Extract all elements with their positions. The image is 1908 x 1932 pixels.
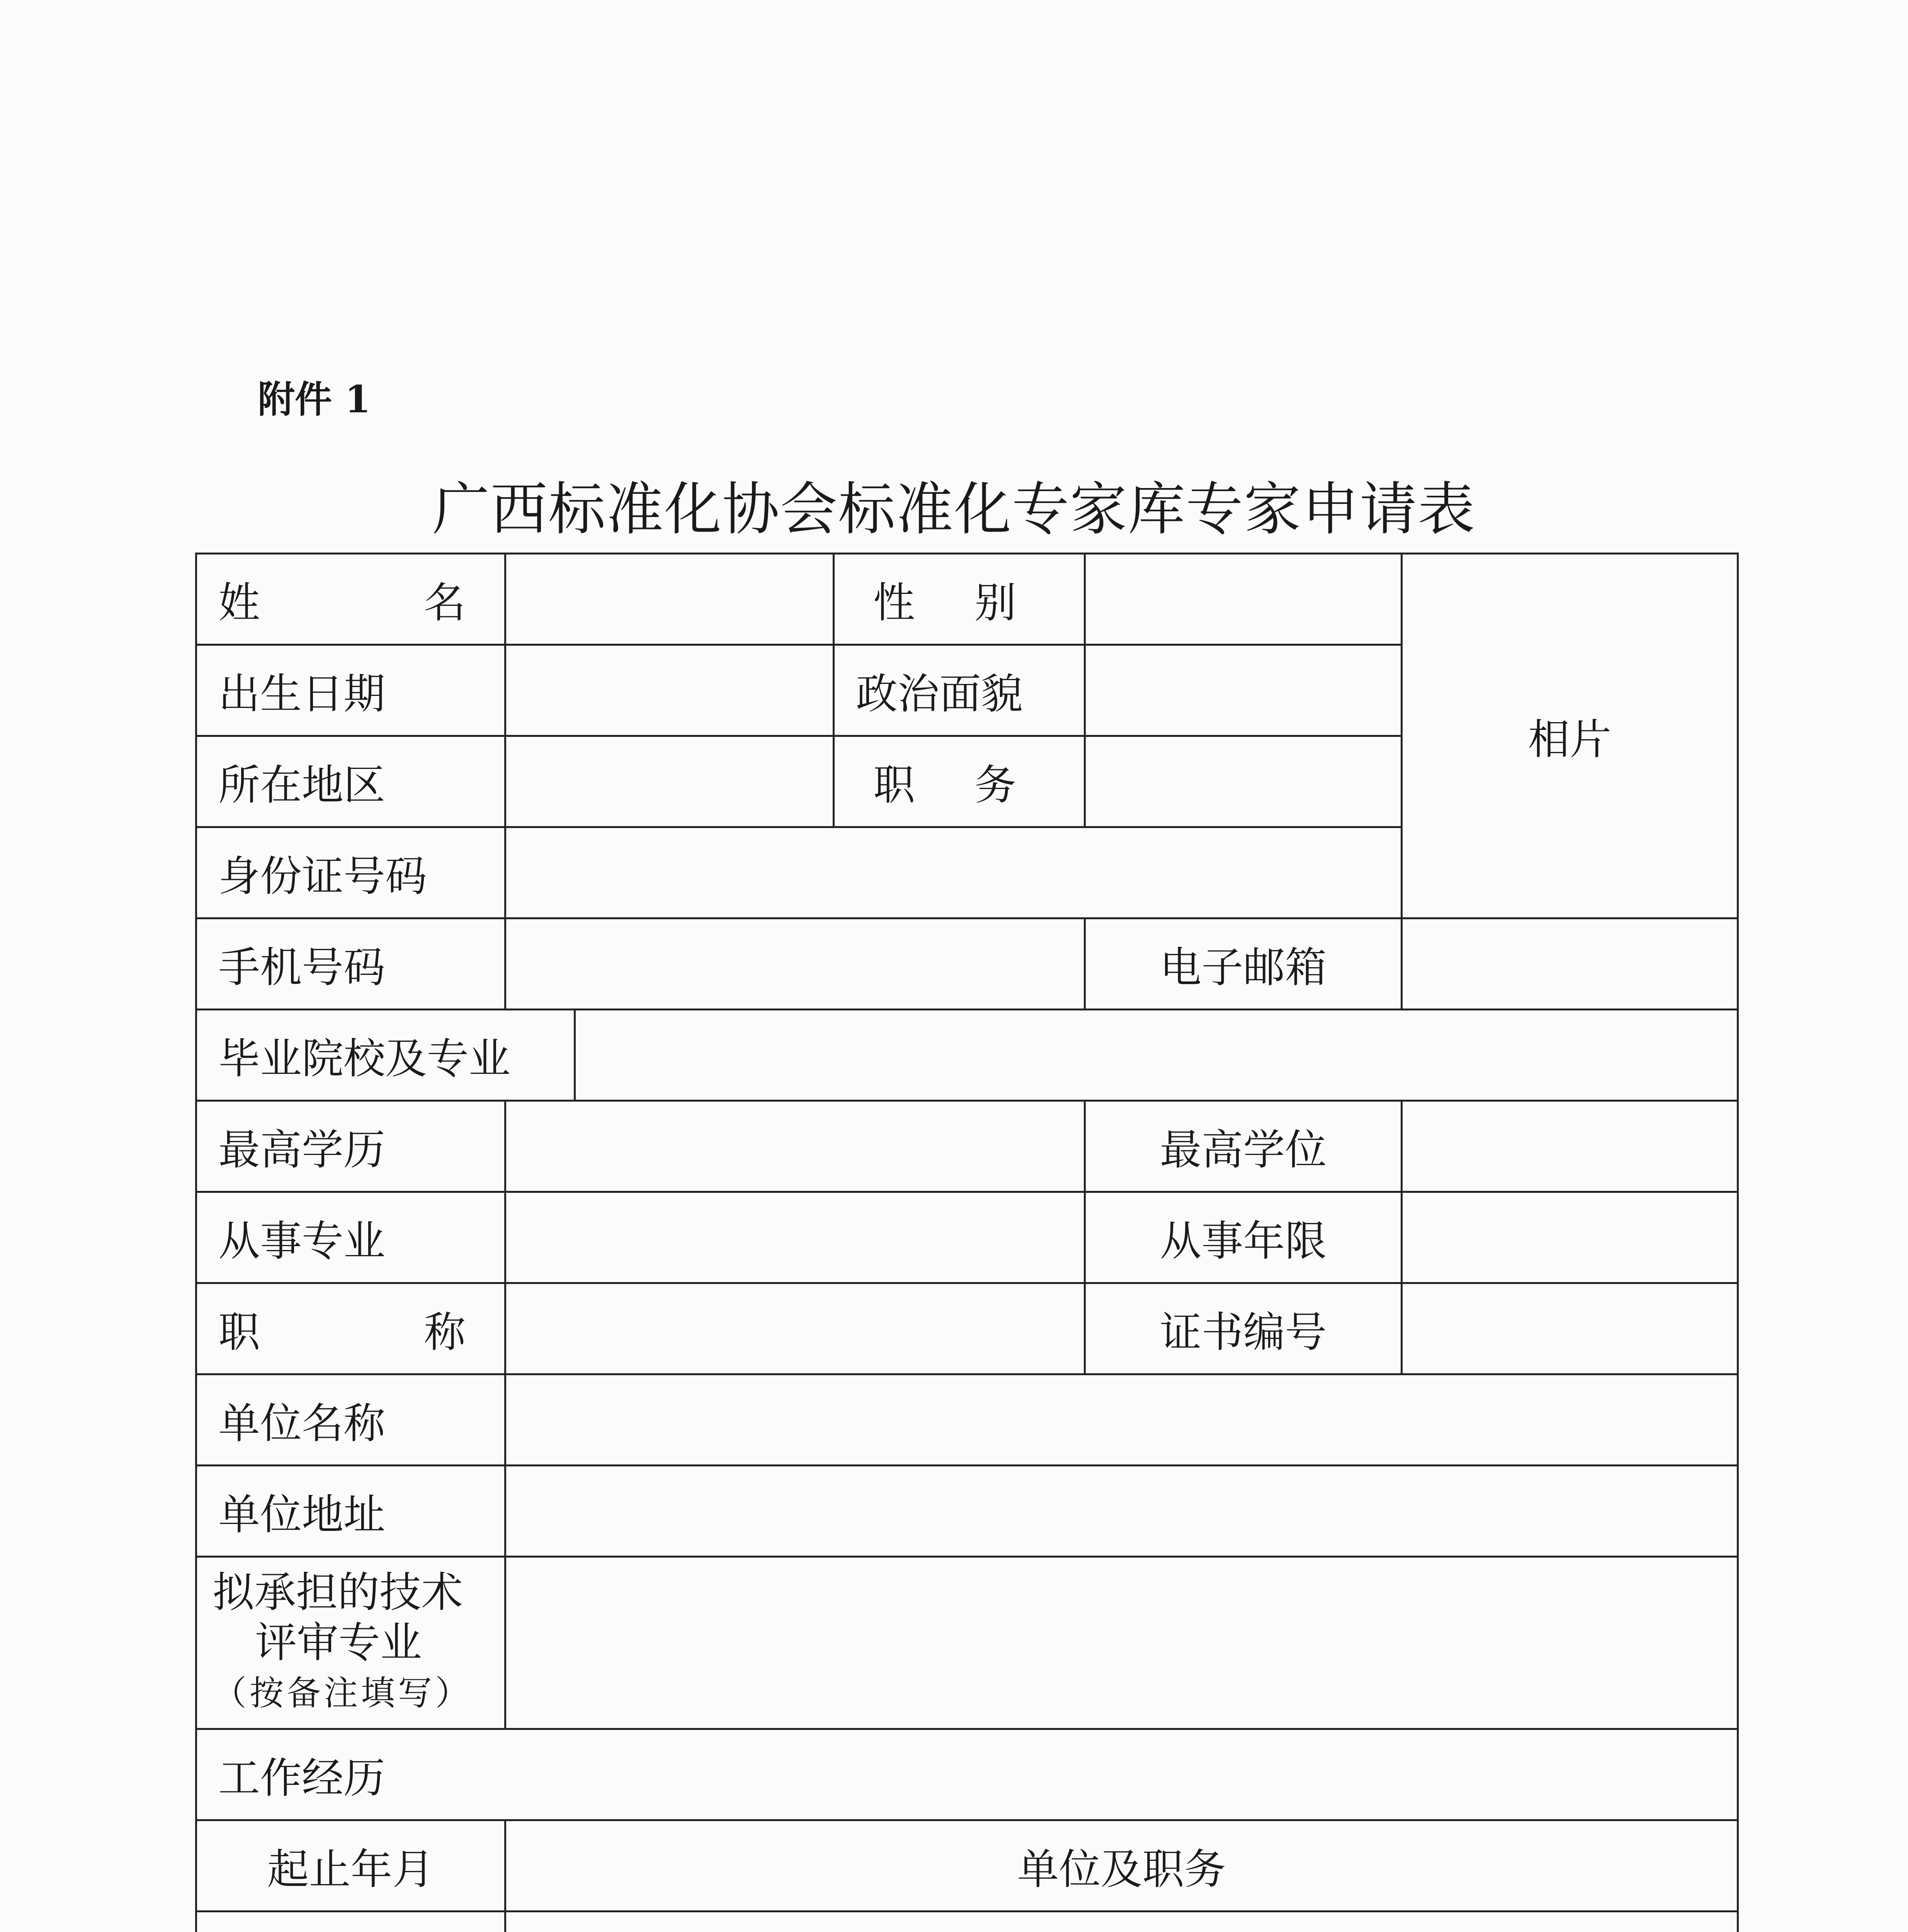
unit-address-label: 单位地址 [196,1466,505,1557]
review-specialty-field[interactable] [505,1557,1738,1729]
certificate-label: 证书编号 [1085,1283,1402,1374]
degree-label: 最高学位 [1085,1101,1402,1192]
work-unit-cell[interactable] [505,1912,1738,1932]
unit-name-field[interactable] [505,1374,1738,1466]
education-label: 最高学历 [196,1101,505,1192]
years-field[interactable] [1402,1192,1738,1283]
work-history-label: 工作经历 [196,1729,1738,1820]
region-field[interactable] [505,736,834,827]
phone-label: 手机号码 [196,918,505,1010]
email-label: 电子邮箱 [1085,918,1402,1010]
unit-name-label: 单位名称 [196,1374,505,1466]
professional-title-label: 职 称 [196,1283,505,1374]
major-label: 从事专业 [196,1192,505,1283]
duty-field[interactable] [1085,736,1402,827]
photo-box[interactable]: 相片 [1402,554,1738,918]
years-label: 从事年限 [1085,1192,1402,1283]
period-header: 起止年月 [196,1820,505,1912]
certificate-field[interactable] [1402,1283,1738,1374]
phone-field[interactable] [505,918,1085,1010]
birth-date-label: 出生日期 [196,645,505,736]
attachment-label: 附件 1 [258,378,371,421]
education-field[interactable] [505,1101,1085,1192]
birth-date-field[interactable] [505,645,834,736]
application-form-table [195,553,1739,1932]
school-major-field[interactable] [575,1010,1738,1101]
id-number-field[interactable] [505,827,1402,918]
review-specialty-label: 拟承担的技术 评审专业 （按备注填写） [196,1557,505,1729]
unit-address-field[interactable] [505,1466,1738,1557]
form-title: 广西标准化协会标准化专家库专家申请表 [432,476,1476,543]
political-status-field[interactable] [1085,645,1402,736]
name-field[interactable] [505,554,834,645]
duty-label: 职 务 [834,736,1085,827]
school-major-label: 毕业院校及专业 [196,1010,575,1101]
degree-field[interactable] [1402,1101,1738,1192]
political-status-label: 政治面貌 [834,645,1085,736]
email-field[interactable] [1402,918,1738,1010]
name-label: 姓 名 [196,554,505,645]
major-field[interactable] [505,1192,1085,1283]
work-period-cell[interactable] [196,1912,505,1932]
gender-field[interactable] [1085,554,1402,645]
region-label: 所在地区 [196,736,505,827]
gender-label: 性 别 [834,554,1085,645]
professional-title-field[interactable] [505,1283,1085,1374]
id-number-label: 身份证号码 [196,827,505,918]
unit-duty-header: 单位及职务 [505,1820,1738,1912]
